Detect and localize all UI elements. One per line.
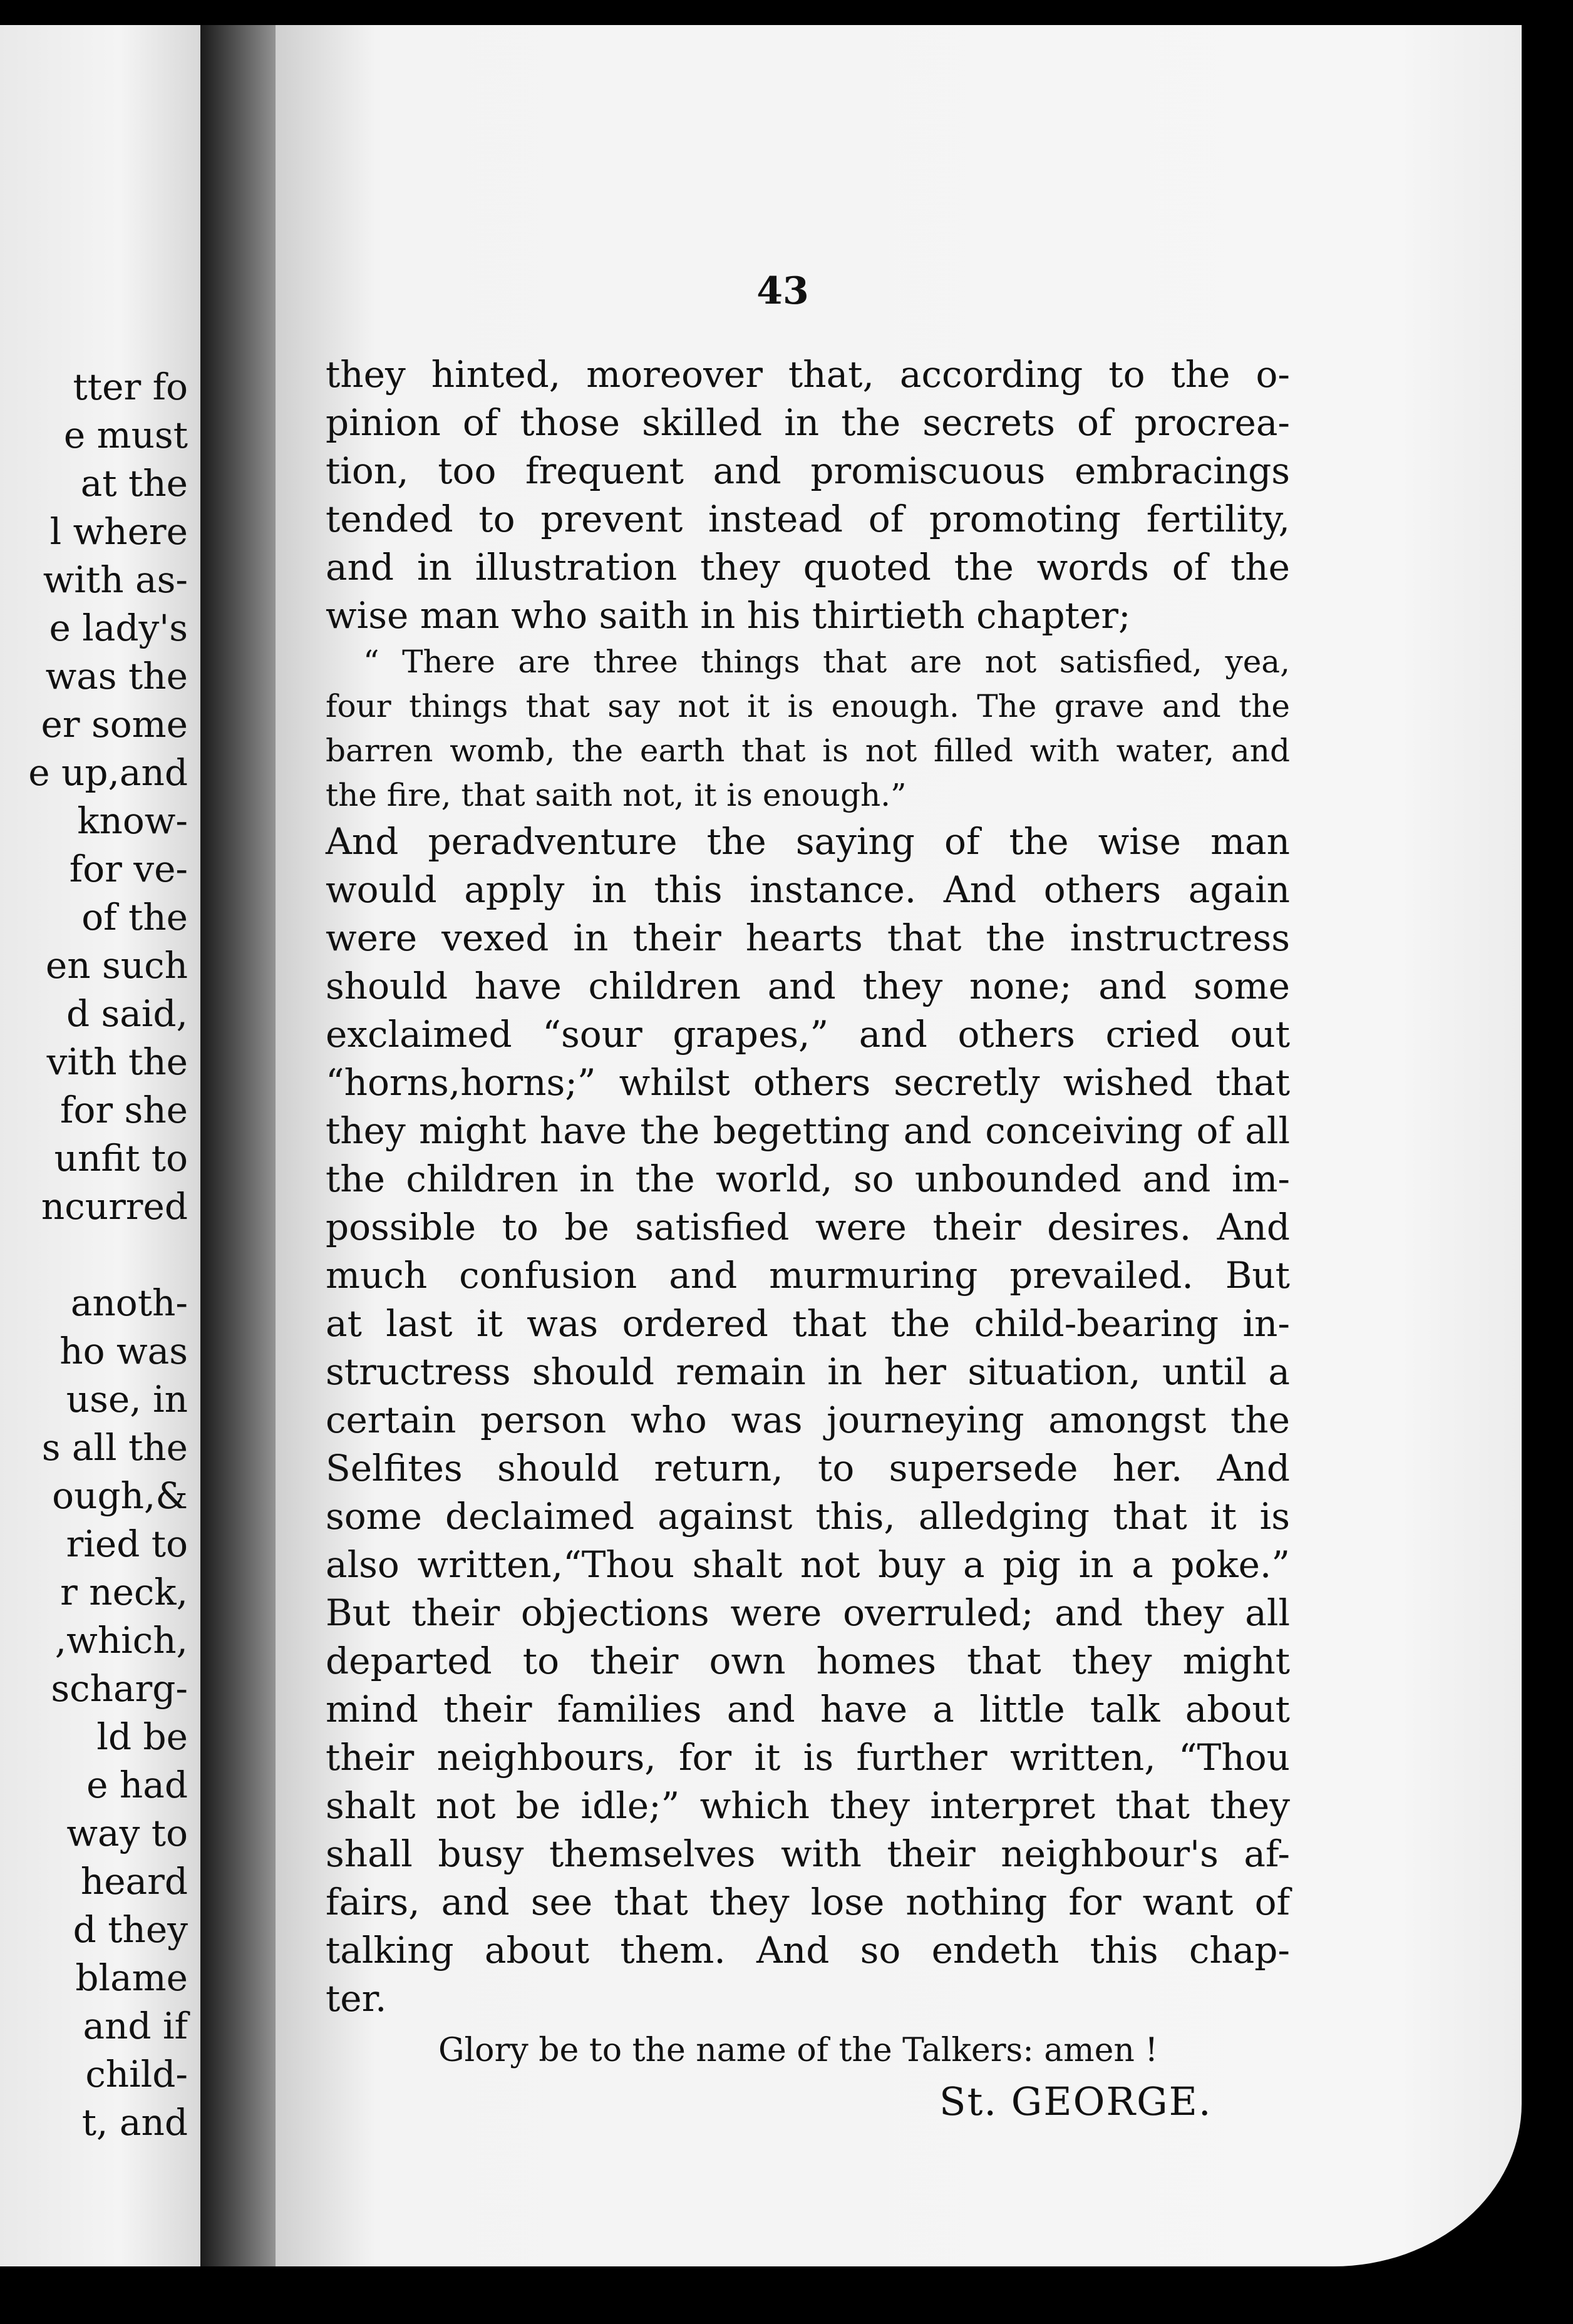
left-page-line: d said, <box>66 992 188 1035</box>
text-line: talking about them. And so endeth this chap- <box>326 1929 1290 1972</box>
left-page-line: e lady's <box>49 607 188 649</box>
left-page-line: ld be <box>96 1715 188 1758</box>
left-page-line: en such <box>45 944 188 987</box>
left-page-line: vith the <box>46 1041 188 1083</box>
text-line: would apply in this instance. And others again <box>326 868 1290 911</box>
text-line: also written,“Thou shalt not buy a pig in a poke.” <box>326 1543 1290 1586</box>
scripture-quote <box>326 640 1290 818</box>
left-page-line: use, in <box>66 1378 188 1421</box>
text-line: some declaimed against this, alledging that it is <box>326 1495 1290 1538</box>
text-line: ter. <box>326 1977 387 2020</box>
text-line: But their objections were overruled; and they all <box>326 1591 1290 1634</box>
text-line: exclaimed “sour grapes,” and others cried out <box>326 1013 1290 1056</box>
left-page-line: unfit to <box>54 1137 188 1180</box>
left-page-line: ho was <box>59 1330 188 1372</box>
quote-line: barren womb, the earth that is not filled with water, and <box>326 733 1290 769</box>
left-page-line: e up,and <box>28 751 188 794</box>
text-line: they might have the begetting and conceiving of all <box>326 1109 1290 1152</box>
left-page-line: scharg- <box>51 1667 188 1710</box>
text-line: wise man who saith in his thirtieth chapter; <box>326 594 1131 637</box>
text-line: And peradventure the saying of the wise man <box>326 820 1290 863</box>
text-line: tion, too frequent and promiscuous embracings <box>326 450 1290 492</box>
text-line: fairs, and see that they lose nothing for want of <box>326 1881 1290 1923</box>
left-page-line: l where <box>49 510 188 553</box>
text-line: possible to be satisfied were their desires. And <box>326 1206 1290 1248</box>
quote-line: four things that say not it is enough. The grave and the <box>326 688 1290 724</box>
left-page-line: know- <box>77 800 188 842</box>
left-page-line: er some <box>41 703 188 746</box>
left-page-line: s all the <box>41 1426 188 1469</box>
left-page-line: t, and <box>81 2101 188 2144</box>
text-line: the children in the world, so unbounded and im- <box>326 1158 1290 1200</box>
paragraph-before-quote <box>326 351 1290 640</box>
text-line: structress should remain in her situation, until a <box>326 1350 1290 1393</box>
text-line: much confusion and murmuring prevailed. But <box>326 1254 1290 1297</box>
left-page-line: with as- <box>43 558 188 601</box>
left-page-line <box>0 1231 188 1279</box>
text-line: “horns,horns;” whilst others secretly wished that <box>326 1061 1290 1104</box>
left-page-line: ough,& <box>52 1474 188 1517</box>
left-page-line: ncurred <box>41 1185 188 1228</box>
left-page-line: child- <box>85 2053 188 2095</box>
left-page-line: tter fo <box>73 366 188 408</box>
text-line: tended to prevent instead of promoting fertility, <box>326 498 1290 540</box>
left-page-line: blame <box>75 1956 188 1999</box>
left-page-line: heard <box>80 1860 188 1903</box>
quote-line: “ There are three things that are not satisfied, yea, <box>363 644 1290 680</box>
left-page-line: and if <box>83 2005 188 2047</box>
signature: St. GEORGE. <box>939 2079 1212 2124</box>
text-line: their neighbours, for it is further written, “Thou <box>326 1736 1290 1779</box>
text-line: and in illustration they quoted the words of the <box>326 546 1290 589</box>
left-page-line: e had <box>86 1764 188 1806</box>
left-page-line: e must <box>63 414 188 456</box>
left-page-line: ried to <box>66 1523 188 1565</box>
text-line: should have children and they none; and some <box>326 965 1290 1007</box>
page-number: 43 <box>756 269 809 313</box>
left-page-line: was the <box>45 655 188 697</box>
text-line: certain person who was journeying amongst the <box>326 1399 1290 1441</box>
doxology: Glory be to the name of the Talkers: amen ! <box>438 2032 1158 2069</box>
left-page-line: way to <box>66 1812 188 1854</box>
body-text <box>326 351 1290 2023</box>
text-line: Selfites should return, to supersede her. And <box>326 1447 1290 1489</box>
left-page-text <box>0 363 188 2147</box>
text-line: were vexed in their hearts that the instructress <box>326 917 1290 959</box>
quote-line: the fire, that saith not, it is enough.” <box>326 777 907 813</box>
left-page-line: ,which, <box>54 1619 188 1662</box>
text-line: departed to their own homes that they might <box>326 1640 1290 1682</box>
text-line: shall busy themselves with their neighbour's af- <box>326 1833 1290 1875</box>
left-page-line: for she <box>60 1089 188 1131</box>
text-line: at last it was ordered that the child-bearing in- <box>326 1302 1290 1345</box>
left-page-line: of the <box>81 896 188 938</box>
left-page-line: d they <box>73 1908 188 1951</box>
left-page-line: r neck, <box>60 1571 188 1613</box>
left-page-line: anoth- <box>70 1282 188 1324</box>
left-page-fragment <box>0 25 200 2266</box>
left-page-line: at the <box>80 462 188 505</box>
text-line: mind their families and have a little talk about <box>326 1688 1290 1730</box>
paragraph-after-quote <box>326 818 1290 2023</box>
left-page-line: for ve- <box>69 848 188 890</box>
text-line: shalt not be idle;” which they interpret that they <box>326 1784 1290 1827</box>
text-line: pinion of those skilled in the secrets of procrea- <box>326 401 1290 444</box>
text-line: they hinted, moreover that, according to the o- <box>326 353 1290 396</box>
